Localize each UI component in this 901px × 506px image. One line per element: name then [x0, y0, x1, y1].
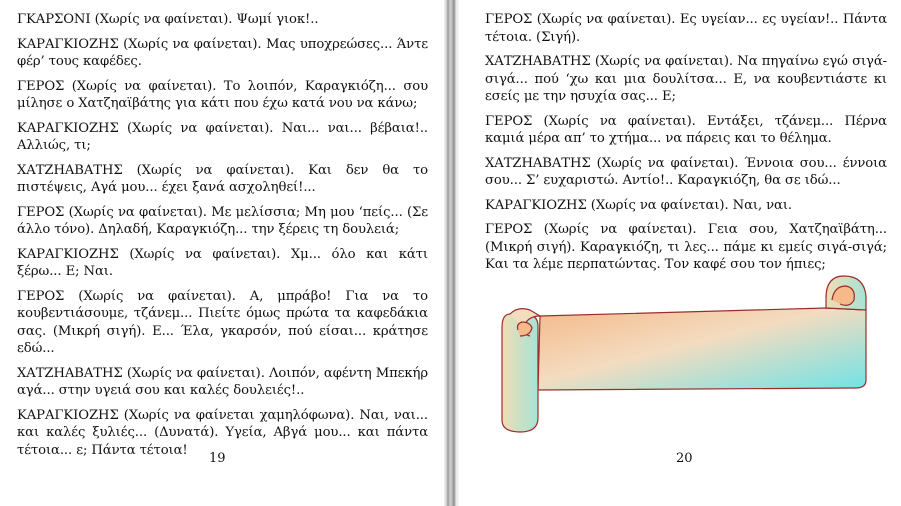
dialogue-paragraph: ΚΑΡΑΓΚΙΟΖΗΣ (Χωρίς να φαίνεται). Ναι... ναι... βέβαια!.. Αλλιώς, τι;: [17, 120, 428, 153]
dialogue-paragraph: ΓΕΡΟΣ (Χωρίς να φαίνεται). Ες υγείαν... ες υγείαν!.. Πάντα τέτοια. (Σιγή).: [485, 12, 887, 45]
page-divider: [444, 0, 459, 506]
dialogue-paragraph: ΓΕΡΟΣ (Χωρίς να φαίνεται). Α, μπράβο! Για να το κουβεντιάσουμε, τζάνεμ... Πιείτε όμως πρώτα τα καφεδάκια σας. (Μικρή σιγή). Ε... Έλα, γκαρσόν, πού είσαι... κράτησε εδώ...: [17, 288, 428, 356]
dialogue-paragraph: ΧΑΤΖΗΑΒΑΤΗΣ (Χωρίς να φαίνεται). Και δεν θα το πιστέψεις, Αγά μου... έχει ξανά ασχοληθεί!...: [17, 162, 428, 195]
dialogue-paragraph: ΓΕΡΟΣ (Χωρίς να φαίνεται). Γεια σου, Χατζηαϊβάτη... (Μικρή σιγή). Καραγκιόζη, τι λες... πάμε κι εμείς σιγά-σιγά; Και τα λέμε περπατώντας. Τον καφέ σου τον ήπιες;: [485, 222, 887, 272]
dialogue-paragraph: ΓΕΡΟΣ (Χωρίς να φαίνεται). Το λοιπόν, Καραγκιόζη... σου μίλησε ο Χατζηαϊβάτης για κάτι που έχω κατά νου να κάνω;: [17, 78, 428, 111]
left-page: [0, 0, 444, 506]
dialogue-paragraph: ΓΕΡΟΣ (Χωρίς να φαίνεται). Με μελίσσια; Μη μου ‘πείς... (Σε άλλο τόνο). Δηλαδή, Καραγκιόζη... την ξέρεις τη δουλειά;: [17, 204, 428, 237]
dialogue-paragraph: ΚΑΡΑΓΚΙΟΖΗΣ (Χωρίς να φαίνεται). Χμ... όλο και κάτι ξέρω... Ε; Ναι.: [17, 246, 428, 279]
dialogue-paragraph: ΚΑΡΑΓΚΙΟΖΗΣ (Χωρίς να φαίνεται). Μας υποχρεώσες... Άντε φέρ’ τους καφέδες.: [17, 36, 428, 69]
dialogue-paragraph: ΧΑΤΖΗΑΒΑΤΗΣ (Χωρίς να φαίνεται). Λοιπόν, αφέντη Μπεκήρ αγά... στην υγειά σου και καλές δουλειές!..: [17, 365, 428, 398]
scroll-banner-icon: [494, 270, 874, 440]
page-number-right: 20: [676, 451, 693, 466]
dialogue-paragraph: ΓΚΑΡΣΟΝΙ (Χωρίς να φαίνεται). Ψωμί γιοκ!..: [17, 12, 319, 27]
dialogue-paragraph: ΓΕΡΟΣ (Χωρίς να φαίνεται). Εντάξει, τζάνεμ... Πέρνα καμιά μέρα απ’ το χτήμα... να πάρεις και το θέλημα.: [485, 113, 887, 146]
dialogue-paragraph: ΚΑΡΑΓΚΙΟΖΗΣ (Χωρίς να φαίνεται). Ναι, ναι.: [485, 197, 793, 213]
page-number-left: 19: [209, 451, 226, 466]
dialogue-paragraph: ΧΑΤΖΗΑΒΑΤΗΣ (Χωρίς να φαίνεται). Να πηγαίνω εγώ σιγά-σιγά... πού ‘χω και μια δουλίτσα... Ε, να κουβεντιάστε κι εσείς με την ησυχία σας... Ε;: [485, 54, 887, 104]
dialogue-paragraph: ΧΑΤΖΗΑΒΑΤΗΣ (Χωρίς να φαίνεται). Έννοια σου... έννοια σου... Σ’ ευχαριστώ. Αντίο!.. Καραγκιόζη, θα σε ιδώ...: [485, 155, 887, 188]
dialogue-paragraph: ΚΑΡΑΓΚΙΟΖΗΣ (Χωρίς να φαίνεται χαμηλόφωνα). Ναι, ναι... και καλές ξυλιές... (Δυνατά). Υγεία, Αβγά μου... και πάντα τέτοια... ε; Πάντα τέτοια!: [17, 407, 428, 458]
